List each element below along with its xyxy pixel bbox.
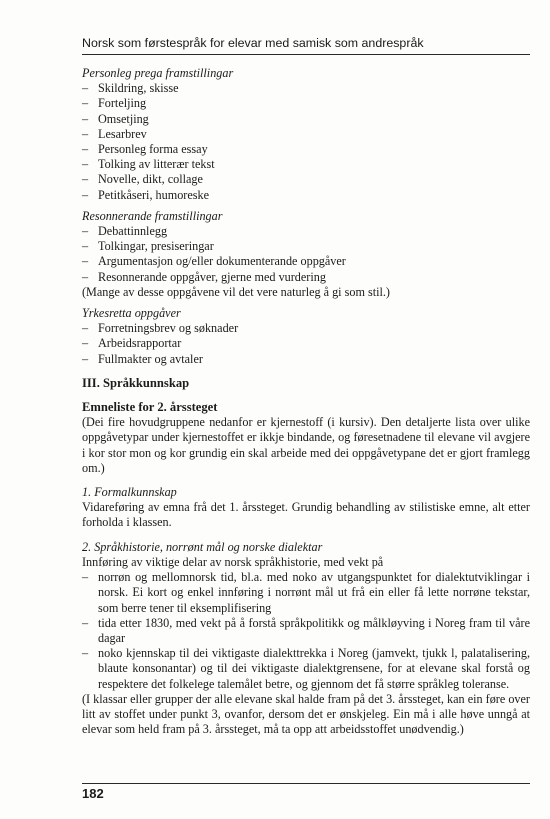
footer-rule (82, 783, 530, 784)
list-item: – noko kjennskap til dei viktigaste dialekttrekka i Noreg (jamvekt, tjukk l, palatalisering, blaute konsonantar) og til dei viktigaste dialektgrensene, for at elevane skal forstå og respektere det folkelege talemålet betre, og gjennom det få større språkleg toleranse. (82, 646, 530, 692)
list-item: – Tolkingar, presiseringar (82, 239, 530, 254)
list-item: – Skildring, skisse (82, 81, 530, 96)
list-item: – Petitkåseri, humoreske (82, 188, 530, 203)
header-rule (82, 54, 530, 55)
resonnerande-list (82, 224, 530, 285)
emneliste-text: (Dei fire hovudgruppene nedanfor er kjernestoff (i kursiv). Den detaljerte lista over ulike oppgåvetypar under kjernestoffet er ikkje bindande, og føresetnadene til elevane vil avgjere i kor stor mon og kor grundig ein skal arbeide med dei oppgåvetypane det er gjort framlegg om.) (82, 415, 530, 475)
formalkunnskap-text: Vidareføring av emna frå det 1. årssteget. Grundig behandling av stilistiske emne, alt etter forholda i klassen. (82, 500, 530, 530)
sprakhistorie-list (82, 570, 530, 692)
personleg-list (82, 81, 530, 203)
list-item: – Fullmakter og avtaler (82, 352, 530, 367)
formalkunnskap-title: 1. Formalkunnskap (82, 485, 177, 500)
list-item: – Forteljing (82, 96, 530, 111)
list-item: – Arbeidsrapportar (82, 336, 530, 351)
list-item: – tida etter 1830, med vekt på å forstå språkpolitikk og målkløyving i Noreg fram til våre dagar (82, 616, 530, 646)
section-heading: III. Språkkunnskap (82, 375, 190, 390)
list-item: – Argumentasjon og/eller dokumenterande oppgåver (82, 254, 530, 269)
list-item: – Debattinnlegg (82, 224, 530, 239)
list-item: – Resonnerande oppgåver, gjerne med vurdering (82, 270, 530, 285)
running-header: Norsk som førstespråk for elevar med samisk som andrespråk (82, 36, 424, 50)
list-item: – Novelle, dikt, collage (82, 172, 530, 187)
list-item: – Lesarbrev (82, 127, 530, 142)
personleg-title: Personleg prega framstillingar (82, 66, 234, 80)
emneliste-heading: Emneliste for 2. årssteget (82, 400, 218, 415)
list-item: – Tolking av litterær tekst (82, 157, 530, 172)
sprakhistorie-note: (I klassar eller grupper der alle elevane skal halde fram på det 3. årssteget, kan ein føre over litt av stoffet under punkt 3, ovanfor, dersom det er ønskjeleg. Ein må i alle høve unngå at elevar som held fram på 3. årssteget, må ta opp att arbeidsstoffet unødvendig.) (82, 691, 530, 737)
page-number: 182 (82, 786, 104, 801)
list-item: – Personleg forma essay (82, 142, 530, 157)
yrkesretta-list (82, 321, 530, 367)
list-item: – Forretningsbrev og søknader (82, 321, 530, 336)
sprakhistorie-title: 2. Språkhistorie, norrønt mål og norske dialektar (82, 539, 323, 554)
resonnerande-title: Resonnerande framstillingar (82, 208, 223, 223)
page-content (82, 66, 530, 737)
list-item: – Omsetjing (82, 112, 530, 127)
yrkesretta-title: Yrkesretta oppgåver (82, 306, 181, 321)
resonnerande-note: (Mange av desse oppgåvene vil det vere naturleg å gi som stil.) (82, 284, 390, 299)
list-item: – norrøn og mellomnorsk tid, bl.a. med noko av utgangspunktet for dialektutviklingar i norsk. Ei kort og enkel innføring i norrønt mål ut frå ein eller få lette norrøne tekstar, som berre tener til eksemplifisering (82, 570, 530, 616)
sprakhistorie-intro: Innføring av viktige delar av norsk språkhistorie, med vekt på (82, 554, 384, 569)
